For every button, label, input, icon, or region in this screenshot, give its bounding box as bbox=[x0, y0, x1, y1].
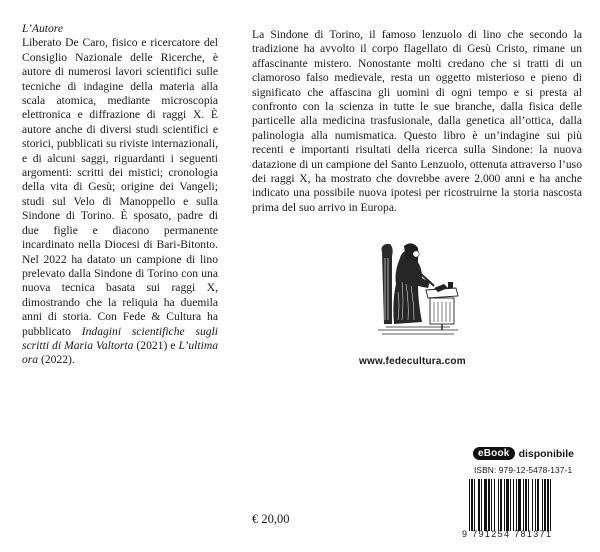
publisher-url[interactable]: www.fedecultura.com bbox=[359, 356, 466, 367]
book-title-indagini: Indagini scientifiche sugli scritti di Maria Valtorta bbox=[22, 324, 218, 352]
ebook-badge: eBook bbox=[473, 447, 515, 460]
book-blurb: La Sindone di Torino, il famoso lenzuolo di lino che secondo la tradizione ha avvolto il corpo flagellato di Gesù Cristo, rimane un affascinante mistero. Nonostante molti credano che si tratti di un clamoroso falso medievale, resta un oggetto misterioso e pieno di significato che affascina gli uomini di ogni tempo e si presta al confronto con la scienza in tutte le sue branche, dalla fisica delle particelle alla medicina trasfusionale, dalla genetica all’ottica, dalla palinologia alla numismatica. Questo libro è un’indagine sui più recenti e importanti risultati della ricerca sulla Sindone: la nuova datazione di un campione del Santo Lenzuolo, ottenuta attraverso l’uso dei raggi X, ha mostrato che dovrebbe avere 2.000 anni e ha anche indicato una possibile nuova ipotesi per ricostruirne la storia nascosta prima del suo arrivo in Europa. bbox=[252, 28, 582, 214]
barcode bbox=[467, 479, 581, 531]
book-year-2022: (2022). bbox=[38, 353, 75, 367]
book-title-ultima-ora: L’ultima ora bbox=[22, 338, 218, 367]
author-bio-text: Liberato De Caro, fisico e ricercatore del Consiglio Nazionale delle Ricerche, è autore di numerosi lavori scientifici sulle tecniche di indagine della materia alla scala atomica, mediante microscopia elettronica e diffrazione di raggi X. È autore anche di diversi studi scientifici e storici, pubblicati su riviste internazionali, e di alcuni saggi, riguardanti i seguenti argomenti: scritti dei mistici; cronologia della vita di Gesù; origine dei Vangeli; studi sul Velo di Manoppello e sulla Sindone di Torino. È sposato, padre di due figlie e diacono permanente incardinato nella Diocesi di Bari-Bitonto. Nel 2022 ha datato un campione di lino prelevato dalla Sindone di Torino con una nuova tecnica basata sui raggi X, dimostrando che la reliquia ha duemila anni di storia. Con Fede & Cultura ha pubblicato bbox=[22, 36, 218, 338]
barcode-digits: 9 791254 781371 bbox=[462, 529, 553, 539]
isbn-number: ISBN: 979-12-5478-137-1 bbox=[474, 465, 573, 475]
ebook-label: disponibile bbox=[518, 447, 574, 460]
author-bio bbox=[22, 22, 218, 368]
ebook-availability bbox=[473, 447, 574, 460]
author-heading: L’Autore bbox=[22, 22, 64, 35]
book-year-2021: (2021) e bbox=[133, 338, 179, 352]
price: € 20,00 bbox=[252, 512, 290, 526]
scribe-woodcut-icon bbox=[372, 232, 462, 340]
